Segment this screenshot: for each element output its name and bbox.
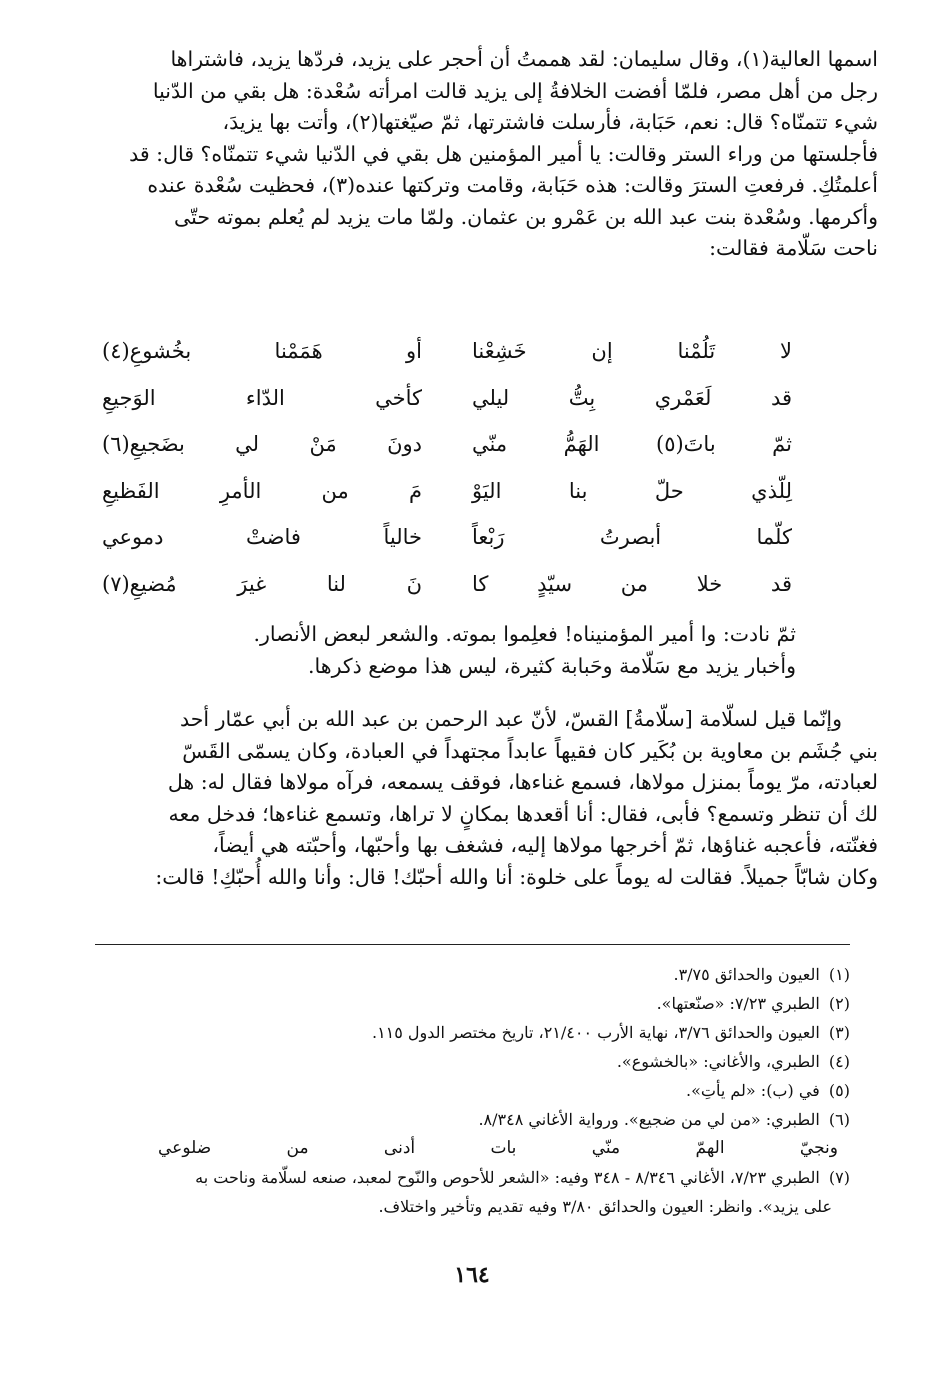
second-hemistich: كأخي الدّاء الوَجيعِ	[102, 385, 422, 410]
text-line: وأكرمها. وسُعْدة بنت عبد الله بن عَمْرو بن عثمان. ولمّا مات يزيد لم يُعلم بموته حتّى	[174, 204, 878, 229]
footnote-number: (٣)	[828, 1023, 850, 1042]
verse-line	[102, 375, 792, 422]
second-paragraph	[40, 704, 878, 893]
footnote-text: الطبري: «من لي من ضجيع». ورواية الأغاني ٨/٣٤٨.	[478, 1110, 820, 1129]
text-line: رجل من أهل مصر، فلمّا أفضت الخلافةُ إلى يزيد قالت امرأته سُعْدة: هل بقي من الدّنيا	[152, 78, 878, 103]
text-line: شيء تتمنّاه؟ قال: نعم، حَبَابة، فأرسلت فاشترتها، ثمّ صيّغتها(٢)، وأتت بها يزيدَ،	[222, 110, 878, 134]
text-line: وإنّما قيل لسلّامة [سلّامةُ] القسّ، لأنّ عبد الرحمن بن عبد الله بن أبي عمّار أحد	[180, 707, 842, 731]
footnote-number: (٥)	[828, 1081, 850, 1100]
text-line: ناحت سَلّامة فقالت:	[709, 236, 878, 260]
footnote	[60, 960, 850, 989]
first-hemistich: لِلّذي حلّ بنا اليَوْ	[472, 478, 792, 503]
footnote-text: الطبري ٧/٢٣: «صنّعتها».	[656, 994, 820, 1013]
second-hemistich: أو هَمَمْنا بخُشوعِ(٤)	[102, 339, 422, 364]
verse-line	[102, 421, 792, 468]
text-line: لك أن تنظر وتسمع؟ فأبى، فقال: أنا أقعدها بمكانٍ لا تراها، وتسمع غناءها؛ فدخل معه	[168, 801, 878, 826]
text-line: اسمها العالية(١)، وقال سليمان: لقد هممتُ أن أحجر على يزيد، فردّها يزيد، فاشتراها	[170, 47, 878, 71]
page-number: ١٦٤	[454, 1262, 490, 1288]
footnote	[60, 1018, 850, 1047]
footnote-text: العيون والحدائق ٣/٧٦، نهاية الأرب ٢١/٤٠٠، تاريخ مختصر الدول ١١٥.	[371, 1023, 820, 1042]
poem-block	[102, 328, 792, 607]
text-line: ثمّ نادت: وا أمير المؤمنيناه! فعلِموا بموته. والشعر لبعض الأنصار.	[253, 622, 796, 646]
first-hemistich: ثمّ باتَ(٥) الهَمُّ منّي	[472, 432, 792, 457]
footnote	[60, 989, 850, 1018]
footnote-continuation: على يزيد». وانظر: العيون والحدائق ٣/٨٠ وفيه تقديم وتأخير واختلاف.	[378, 1197, 832, 1216]
footnote-number: (١)	[828, 965, 850, 984]
text-line: لعبادته، مرّ يوماً بمنزل مولاها، فسمع غناءها، فوقف يسمعه، فرآه مولاها فقال له: هل	[167, 770, 878, 794]
text-line: أعلمتُكِ. فرفعتِ السترَ وقالت: هذه حَبَابة، وقامت وتركتها عنده(٣)، فحظيت سُعْدة عنده	[147, 173, 878, 197]
text-line: بني جُشَم بن معاوية بن بُكَير كان فقيهاً عابداً مجتهداً في العبادة، وكان يسمّى القَسّ	[182, 738, 878, 763]
first-hemistich: قد لَعَمْري بِتُّ ليلي	[472, 385, 792, 410]
footnote-number: (٧)	[828, 1168, 850, 1187]
footnote	[60, 1163, 850, 1192]
second-hemistich: دونَ مَنْ لي بضَجيعِ(٦)	[102, 432, 422, 457]
footnote-verse: ونجيّ الهمّ منّي بات أدنى من ضلوعي	[158, 1138, 838, 1158]
footnote-divider	[95, 944, 850, 945]
verse-line	[102, 514, 792, 561]
second-hemistich: خالياً فاضتْ دموعي	[102, 525, 422, 550]
text-line: وأخبار يزيد مع سَلّامة وحَبابة كثيرة، ليس هذا موضع ذكرها.	[308, 654, 796, 678]
footnote	[60, 1076, 850, 1105]
post-poem-text	[136, 618, 796, 682]
footnote-text: في (ب): «لم يأتِ».	[686, 1081, 820, 1100]
verse-line	[102, 561, 792, 608]
verse-line	[102, 328, 792, 375]
footnote-text: العيون والحدائق ٣/٧٥.	[673, 965, 820, 984]
footnote-number: (٦)	[828, 1110, 850, 1129]
verse-line	[102, 468, 792, 515]
footnote	[60, 1105, 850, 1134]
footnote-number: (٢)	[828, 994, 850, 1013]
text-line: فأجلستها من وراء الستر وقالت: يا أمير المؤمنين هل بقي في الدّنيا شيء تتمنّاه؟ قال: قد	[129, 141, 878, 166]
footnote-number: (٤)	[828, 1052, 850, 1071]
second-hemistich: نَ لنا غيرَ مُضيعِ(٧)	[102, 571, 422, 596]
text-line: وكان شابّاً جميلاً. فقالت له يوماً على خلوة: أنا والله أحبّك! قال: وأنا والله أُحبّكِ! قالت:	[155, 864, 878, 889]
footnote	[60, 1047, 850, 1076]
opening-paragraph	[40, 44, 878, 265]
second-hemistich: مَ من الأمرِ الفَظيعِ	[102, 478, 422, 503]
first-hemistich: كلّما أبصرتُ رَبْعاً	[472, 525, 792, 550]
text-line: فغنّته، فأعجبه غناؤها، ثمّ أخرجها مولاها إليه، فشغف بها وأحبّها، وأحبّته هي أيضاً،	[212, 833, 878, 857]
footnotes	[60, 960, 850, 1221]
footnote-text: الطبري، والأغاني: «بالخشوع».	[616, 1052, 820, 1071]
footnote-text: الطبري ٧/٢٣، الأغاني ٨/٣٤٦ - ٣٤٨ وفيه: «الشعر للأحوص والنّوح لمعبد، صنعه لسلّامة وناحت به	[195, 1168, 820, 1187]
first-hemistich: قد خلا من سيّدٍ كا	[472, 571, 792, 596]
first-hemistich: لا تَلُمْنا إن خَشِعْنا	[472, 339, 792, 364]
